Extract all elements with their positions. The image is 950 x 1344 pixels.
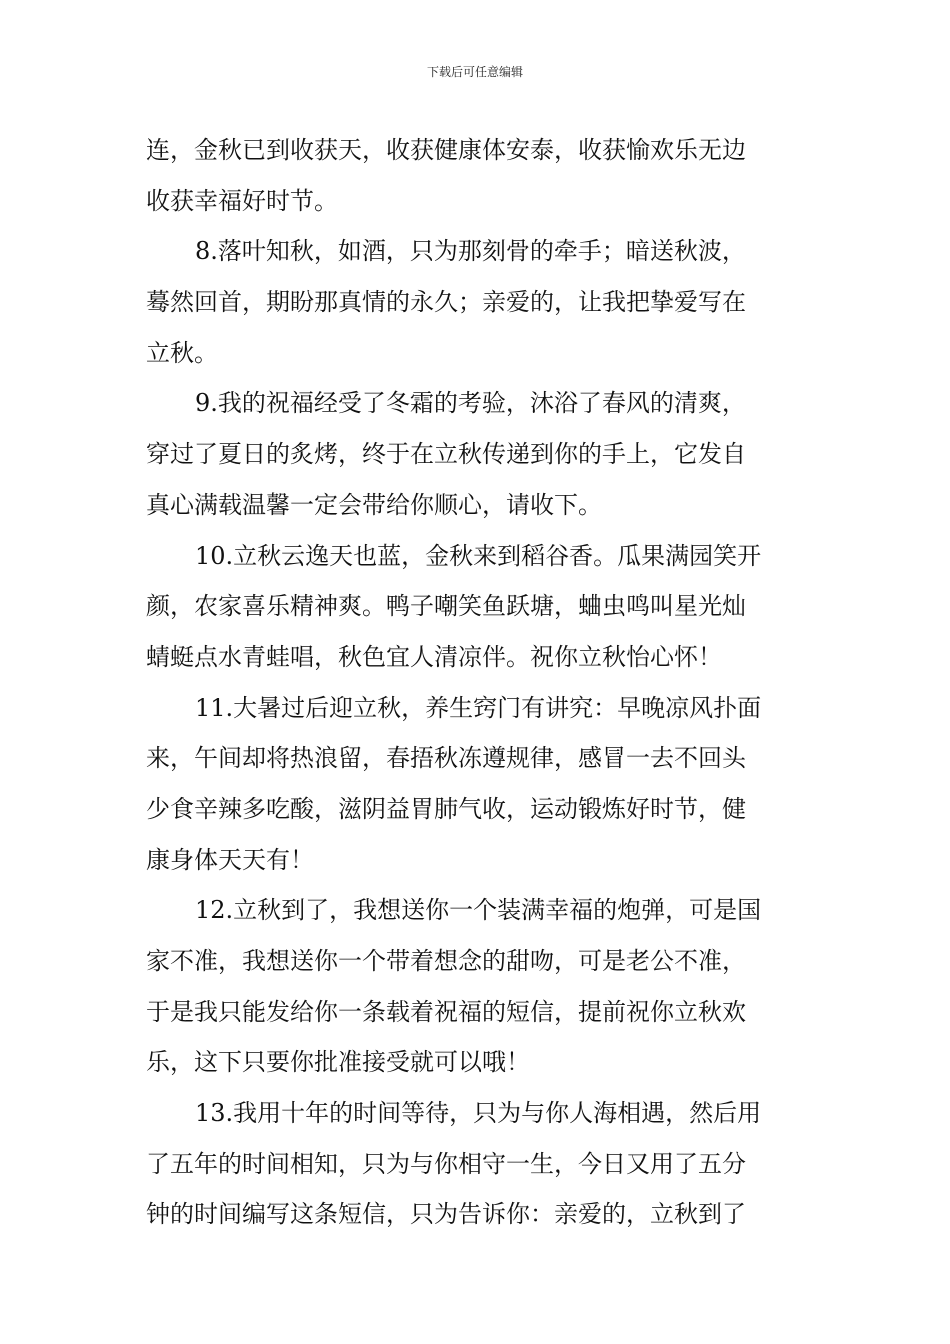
page-header: 下载后可任意编辑: [426, 65, 523, 79]
text-line: 蜻蜓点水青蛙唱，秋色宜人清凉伴。祝你立秋怡心怀！: [146, 642, 722, 671]
text-line: 了五年的时间相知，只为与你相守一生，今日又用了五分: [146, 1149, 746, 1178]
text-line: 9.我的祝福经受了冬霜的考验，沐浴了春风的清爽，: [195, 389, 746, 418]
text-line: 乐，这下只要你批准接受就可以哦！: [146, 1048, 530, 1077]
document-body: [146, 125, 808, 1240]
text-line: 真心满载温馨一定会带给你顺心，请收下。: [146, 490, 602, 519]
text-line: 穿过了夏日的炙烤，终于在立秋传递到你的手上，它发自: [146, 440, 746, 469]
text-line: 收获幸福好时节。: [146, 186, 338, 215]
text-line: 8.落叶知秋，如酒，只为那刻骨的牵手；暗送秋波，: [195, 237, 746, 266]
text-line: 立秋。: [146, 338, 218, 367]
text-line: 蓦然回首，期盼那真情的永久；亲爱的，让我把挚爱写在: [146, 288, 746, 317]
text-line: 来，午间却将热浪留，春捂秋冻遵规律，感冒一去不回头: [146, 744, 746, 773]
text-line: 12.立秋到了，我想送你一个装满幸福的炮弹，可是国: [195, 896, 762, 925]
text-line: 10.立秋云逸天也蓝，金秋来到稻谷香。瓜果满园笑开: [195, 541, 762, 570]
text-line: 颜，农家喜乐精神爽。鸭子嘲笑鱼跃塘，蛐虫鸣叫星光灿: [146, 592, 746, 621]
text-line: 少食辛辣多吃酸，滋阴益胃肺气收，运动锻炼好时节，健: [146, 794, 746, 823]
text-line: 家不准，我想送你一个带着想念的甜吻，可是老公不准，: [146, 947, 746, 975]
text-line: 连，金秋已到收获天，收获健康体安泰，收获愉欢乐无边: [146, 136, 746, 164]
text-line: 13.我用十年的时间等待，只为与你人海相遇，然后用: [195, 1099, 762, 1128]
text-line: 康身体天天有！: [146, 845, 314, 874]
text-line: 于是我只能发给你一条载着祝福的短信，提前祝你立秋欢: [146, 997, 746, 1026]
text-line: 钟的时间编写这条短信，只为告诉你：亲爱的，立秋到了: [146, 1200, 746, 1229]
text-line: 11.大暑过后迎立秋，养生窍门有讲究：早晚凉风扑面: [195, 693, 762, 722]
